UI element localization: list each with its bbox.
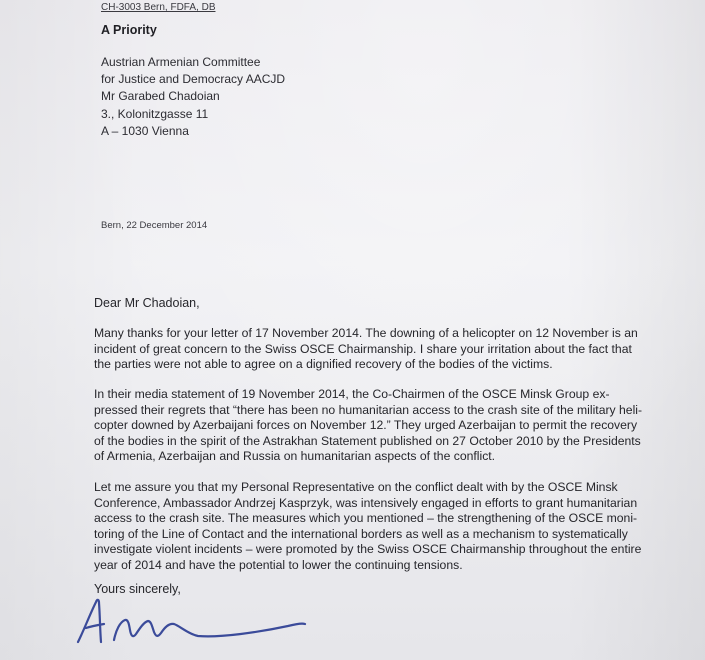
text-line: of the bodies in the spirit of the Astrakhan Statement published on 27 October 2010 by the Presidents <box>94 433 641 448</box>
text-line: Conference, Ambassador Andrzej Kasprzyk, was intensively engaged in efforts to grant humanitarian <box>94 495 638 510</box>
text-line: incident of great concern to the Swiss OSCE Chairmanship. I share your irritation about the fact that <box>94 341 632 356</box>
address-line: for Justice and Democracy AACJD <box>101 72 286 87</box>
paragraph-1 <box>94 326 638 373</box>
paragraph-2 <box>94 387 642 465</box>
paragraph-3 <box>94 480 641 574</box>
text-line: investigate violent incidents – were promoted by the Swiss OSCE Chairmanship throughout the entire <box>94 542 642 557</box>
text-line: the parties were not able to agree on a dignified recovery of the bodies of the victims. <box>94 357 553 372</box>
signature-stroke <box>114 620 305 640</box>
address-line: 3., Kolonitzgasse 11 <box>101 106 209 121</box>
letter-date: Bern, 22 December 2014 <box>101 220 208 231</box>
text-line: copter downed by Azerbaijani forces on November 12.” They urged Azerbaijan to permit the recovery <box>94 418 638 433</box>
text-line: pressed their regrets that “there has been no humanitarian access to the crash site of the military heli- <box>94 402 643 417</box>
priority-label: A Priority <box>101 23 157 37</box>
closing: Yours sincerely, <box>94 582 181 596</box>
signature-stroke <box>78 600 104 642</box>
text-line: year of 2014 and have the potential to lower the continuing tensions. <box>94 557 463 572</box>
text-line: access to the crash site. The measures which you mentioned – the strengthening of the OSCE moni- <box>94 511 638 526</box>
text-line: Let me assure you that my Personal Representative on the conflict dealt with by the OSCE Minsk <box>94 480 618 494</box>
text-line: toring of the Line of Contact and the international borders as well as a mechanism to systematically <box>94 526 628 541</box>
salutation: Dear Mr Chadoian, <box>94 296 200 310</box>
address-line: A – 1030 Vienna <box>101 123 189 138</box>
address-line: Mr Garabed Chadoian <box>101 89 220 104</box>
address-line: Austrian Armenian Committee <box>101 55 261 69</box>
text-line: In their media statement of 19 November 2014, the Co-Chairmen of the OSCE Minsk Group ex- <box>94 387 610 401</box>
text-line: Many thanks for your letter of 17 November 2014. The downing of a helicopter on 12 November is an <box>94 326 638 340</box>
recipient-address <box>101 54 285 140</box>
text-line: of Armenia, Azerbaijan and Russia on humanitarian aspects of the conflict. <box>94 449 496 464</box>
handwritten-signature <box>70 590 310 660</box>
sender-line: CH-3003 Bern, FDFA, DB <box>101 2 216 13</box>
